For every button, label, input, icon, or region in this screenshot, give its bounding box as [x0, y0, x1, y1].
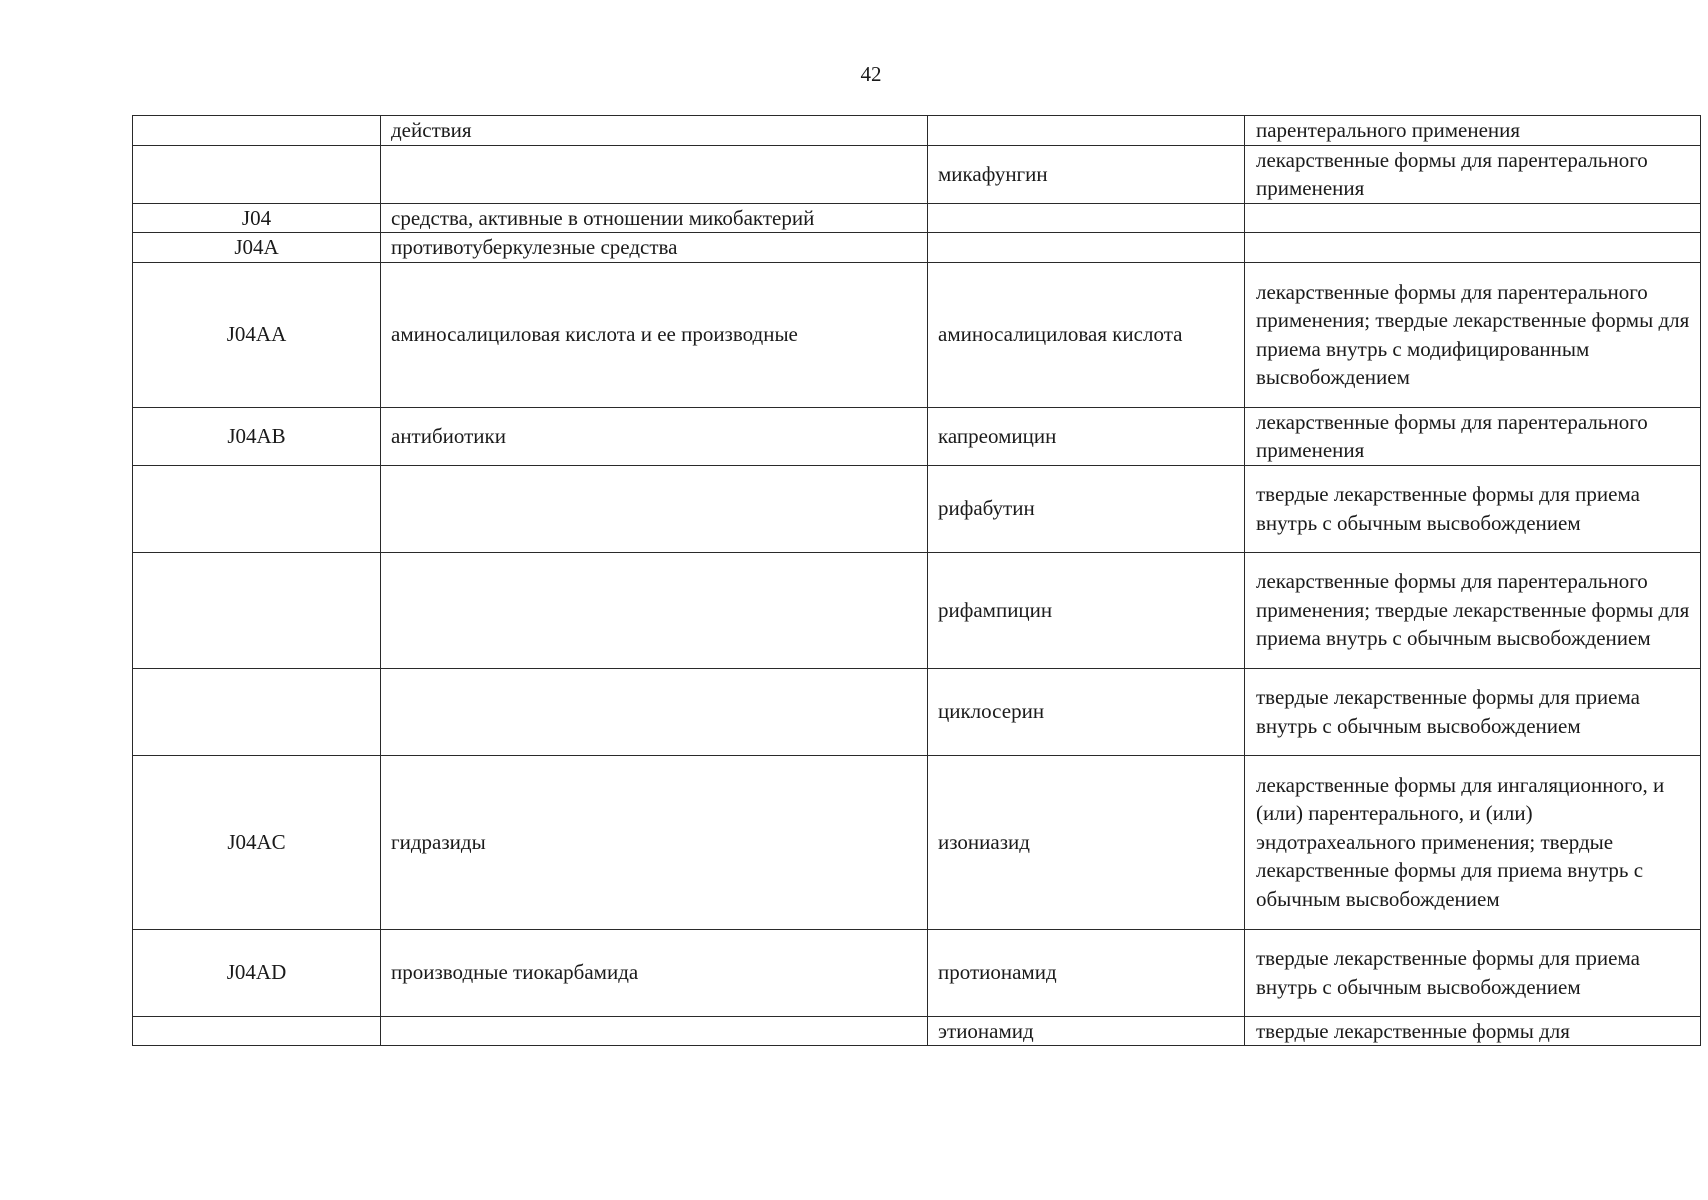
table-row: [133, 262, 1701, 407]
dosage-form-cell: твердые лекарственные формы для приема внутрь с обычным высвобождением: [1245, 929, 1701, 1016]
atc-code-cell: [133, 116, 381, 146]
group-name-cell: средства, активные в отношении микобактерий: [381, 203, 928, 233]
drug-name-cell: этионамид: [928, 1016, 1245, 1046]
table-row: [133, 465, 1701, 552]
page-number: 42: [860, 62, 882, 86]
table-row: [133, 929, 1701, 1016]
group-name-cell: антибиотики: [381, 407, 928, 465]
dosage-form-cell: твердые лекарственные формы для приема внутрь с обычным высвобождением: [1245, 668, 1701, 755]
atc-code-cell: [133, 1016, 381, 1046]
atc-code-cell: J04A: [133, 233, 381, 263]
table-row: [133, 203, 1701, 233]
group-name-cell: действия: [381, 116, 928, 146]
atc-code-cell: [133, 552, 381, 668]
atc-code-cell: J04AD: [133, 929, 381, 1016]
table-row: [133, 407, 1701, 465]
group-name-cell: [381, 552, 928, 668]
table-row: [133, 755, 1701, 929]
drug-name-cell: [928, 203, 1245, 233]
dosage-form-cell: парентерального применения: [1245, 116, 1701, 146]
group-name-cell: [381, 1016, 928, 1046]
group-name-cell: противотуберкулезные средства: [381, 233, 928, 263]
table-row: [133, 668, 1701, 755]
dosage-form-cell: твердые лекарственные формы для: [1245, 1016, 1701, 1046]
group-name-cell: аминосалициловая кислота и ее производные: [381, 262, 928, 407]
table-row: [133, 233, 1701, 263]
group-name-cell: [381, 465, 928, 552]
dosage-form-cell: лекарственные формы для парентерального применения; твердые лекарственные формы для приема внутрь с обычным высвобождением: [1245, 552, 1701, 668]
atc-code-cell: [133, 465, 381, 552]
group-name-cell: производные тиокарбамида: [381, 929, 928, 1016]
dosage-form-cell: твердые лекарственные формы для приема внутрь с обычным высвобождением: [1245, 465, 1701, 552]
table-row: [133, 552, 1701, 668]
drug-name-cell: циклосерин: [928, 668, 1245, 755]
atc-code-cell: [133, 668, 381, 755]
atc-code-cell: J04AC: [133, 755, 381, 929]
atc-code-cell: J04AA: [133, 262, 381, 407]
dosage-form-cell: [1245, 203, 1701, 233]
group-name-cell: гидразиды: [381, 755, 928, 929]
drug-classification-table: [132, 115, 1701, 1046]
table-row: [133, 145, 1701, 203]
group-name-cell: [381, 145, 928, 203]
drug-name-cell: капреомицин: [928, 407, 1245, 465]
table-row: [133, 1016, 1701, 1046]
table-row: [133, 116, 1701, 146]
dosage-form-cell: лекарственные формы для ингаляционного, и (или) парентерального, и (или) эндотрахеального применения; твердые лекарственные формы для приема внутрь с обычным высвобождением: [1245, 755, 1701, 929]
drug-name-cell: [928, 116, 1245, 146]
drug-name-cell: микафунгин: [928, 145, 1245, 203]
atc-code-cell: J04AB: [133, 407, 381, 465]
dosage-form-cell: [1245, 233, 1701, 263]
atc-code-cell: [133, 145, 381, 203]
atc-code-cell: J04: [133, 203, 381, 233]
drug-name-cell: протионамид: [928, 929, 1245, 1016]
drug-name-cell: рифабутин: [928, 465, 1245, 552]
drug-name-cell: аминосалициловая кислота: [928, 262, 1245, 407]
drug-name-cell: рифампицин: [928, 552, 1245, 668]
drug-name-cell: изониазид: [928, 755, 1245, 929]
group-name-cell: [381, 668, 928, 755]
drug-name-cell: [928, 233, 1245, 263]
dosage-form-cell: лекарственные формы для парентерального применения: [1245, 407, 1701, 465]
dosage-form-cell: лекарственные формы для парентерального применения: [1245, 145, 1701, 203]
dosage-form-cell: лекарственные формы для парентерального применения; твердые лекарственные формы для приема внутрь с модифицированным высвобождением: [1245, 262, 1701, 407]
